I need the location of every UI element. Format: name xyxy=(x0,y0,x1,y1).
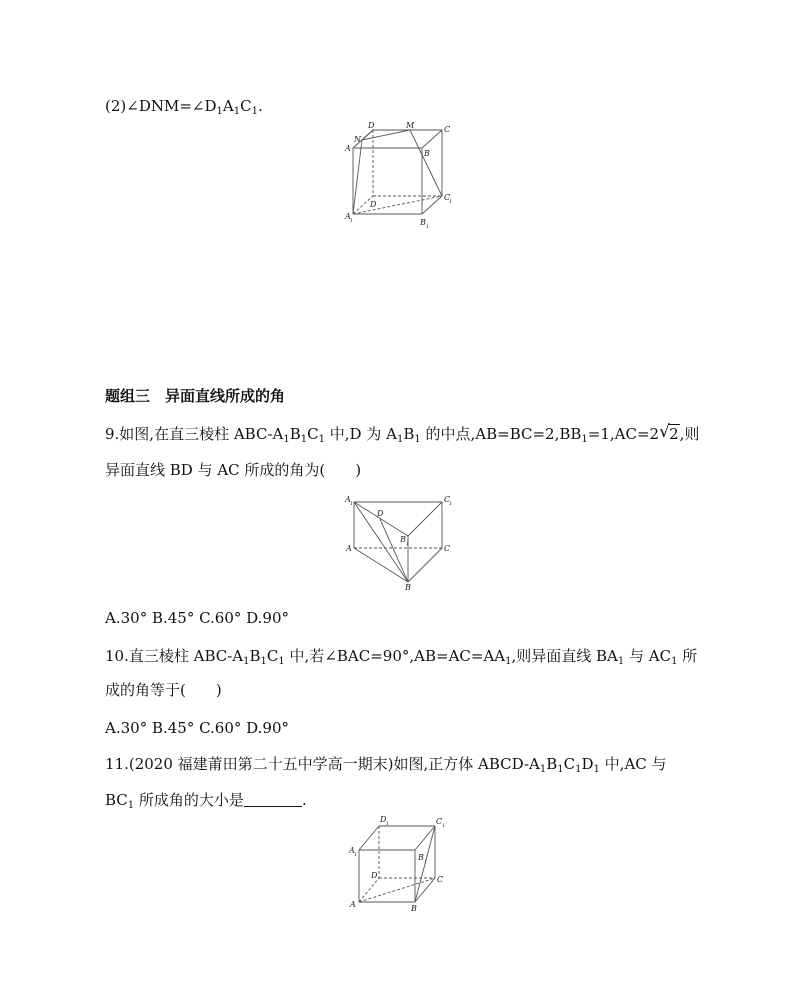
label-C: C xyxy=(444,544,451,553)
answer-blank[interactable] xyxy=(244,792,302,807)
q9-options: A.30° B.45° C.60° D.90° xyxy=(105,609,290,627)
label-B1-sub: 1 xyxy=(406,541,410,547)
label-D1: D xyxy=(370,200,377,209)
label-A1: A xyxy=(345,495,351,504)
q10-line2: 成的角等于( ) xyxy=(105,681,222,699)
label-C: C xyxy=(437,875,444,884)
q9-line2: 异面直线 BD 与 AC 所成的角为( ) xyxy=(105,461,362,479)
figure-prism xyxy=(342,492,457,592)
label-A: A xyxy=(346,544,352,553)
label-B: B xyxy=(424,149,430,158)
label-C1: C xyxy=(436,817,443,826)
label-C1-sub: 1 xyxy=(449,199,453,205)
label-A1: A xyxy=(345,212,351,221)
label-A: A xyxy=(350,900,356,909)
figure-cube-dnm xyxy=(340,118,460,230)
label-A1: A xyxy=(349,846,355,855)
q9-line1: 9.如图,在直三棱柱 ABC-$A_1B_1C_1$ 中,D 为 $A_1B_1$ 的中点$,AB=BC=2,BB_1=1,AC=2$ √ 2,则 xyxy=(105,422,700,445)
label-D: D xyxy=(377,509,384,518)
sqrt-symbol: √ 2 xyxy=(659,422,679,443)
label-D: D xyxy=(368,121,375,130)
q10-line1: 10.直三棱柱 ABC-$A_1B_1C_1$ 中,若$\angle BAC=90^\circ,AB=AC=AA_1$,则异面直线 $BA_1$ 与 $AC_1$ 所 xyxy=(105,647,698,667)
label-D1: D xyxy=(380,816,387,824)
label-N: N xyxy=(354,135,361,144)
label-B: B xyxy=(405,583,411,592)
label-B1: B xyxy=(420,218,426,227)
label-A1-sub: 1 xyxy=(354,852,358,858)
label-A1-sub: 1 xyxy=(350,218,354,224)
label-B1: B xyxy=(418,853,424,862)
label-D: D xyxy=(371,871,378,880)
label-B1-sub: 1 xyxy=(426,224,430,230)
figure-cube-abcd xyxy=(347,816,457,912)
label-B: B xyxy=(411,904,417,912)
label-A: A xyxy=(345,144,351,153)
label-B1-sub: 1 xyxy=(424,859,428,865)
section-heading: 题组三 异面直线所成的角 xyxy=(105,387,286,405)
label-M: M xyxy=(406,121,415,130)
label-A1-sub: 1 xyxy=(350,501,354,507)
q11-line1: 11.(2020 福建莆田第二十五中学高一期末)如图,正方体 ABCD-$A_1B_1C_1D_1$ 中,AC 与 xyxy=(105,755,667,775)
part2-text: $(2)\angle DNM=\angle D_1A_1C_1$. xyxy=(105,97,263,117)
label-C: C xyxy=(444,125,451,134)
q10-options: A.30° B.45° C.60° D.90° xyxy=(105,719,290,737)
label-C1: C xyxy=(444,495,451,504)
label-C1: C xyxy=(444,193,451,202)
label-C1-sub: 1 xyxy=(449,501,453,507)
label-C1-sub: 1 xyxy=(442,823,446,829)
label-D1-sub: 1 xyxy=(386,821,390,827)
label-B1: B xyxy=(400,535,406,544)
q11-line2: $BC_1$ 所成角的大小是 . xyxy=(105,791,307,811)
